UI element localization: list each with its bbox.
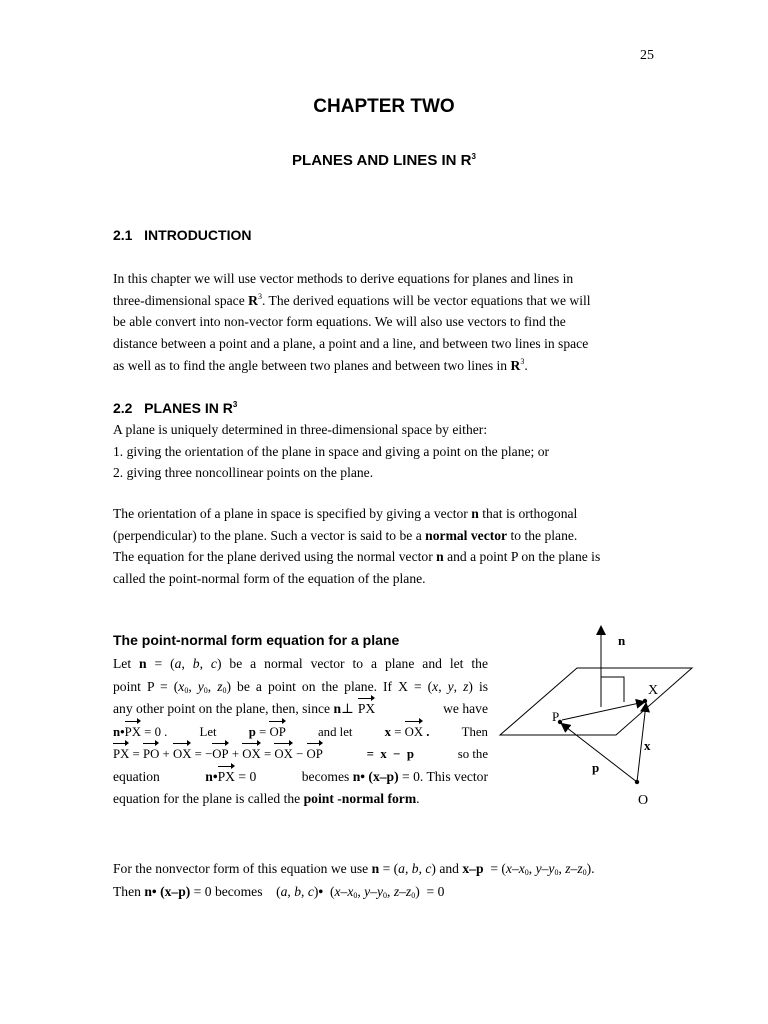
intro-line [113, 290, 655, 312]
italic-var: x–x [334, 884, 354, 899]
text-span: = 0 . [140, 724, 168, 739]
text-span: . [423, 724, 430, 739]
section-title: INTRODUCTION [144, 227, 252, 243]
text-span: ( [323, 884, 335, 899]
pn-line [113, 653, 488, 676]
right-angle-marker [601, 677, 624, 702]
subscript: 0 [524, 868, 529, 877]
bold-n: n [371, 861, 380, 876]
chapter-title: CHAPTER TWO [313, 96, 455, 117]
bold-n: n [333, 701, 342, 716]
subsection-heading: The point-normal form equation for a plane [113, 632, 400, 648]
italic-var: a [174, 656, 182, 671]
nonvector-paragraph [113, 857, 655, 903]
italic-var: x [178, 678, 185, 694]
page-number: 25 [640, 48, 654, 63]
subscript: 0 [222, 685, 227, 695]
plane-shape [500, 668, 692, 735]
text-span: , [188, 678, 198, 694]
bold-expression: (x–p) [365, 768, 399, 784]
text-span: (perpendicular) to the plane. Such a vector is said to be a [113, 527, 426, 543]
text-span: = 0 [235, 768, 257, 784]
section-heading-planes [113, 400, 237, 416]
label-p-vector: p [592, 760, 600, 775]
dot-symbol: • [318, 884, 324, 899]
text-span: = 0. This vector [398, 768, 488, 784]
label-x-point: X [648, 683, 659, 698]
planes-line: 2. giving three noncollinear points on the plane. [113, 465, 374, 481]
label-p-point: P [552, 709, 560, 724]
dot-symbol: • [120, 724, 125, 739]
vector-ox: OX [173, 743, 191, 766]
vector-px: PX [125, 721, 141, 744]
text-span: , [387, 884, 394, 899]
text-span: ). [586, 861, 595, 876]
text-span: = [129, 747, 143, 761]
orientation-line [113, 525, 655, 547]
label-n: n [618, 633, 626, 648]
text-span: . [524, 357, 528, 373]
vector-op: OP [212, 743, 228, 766]
subscript: 0 [383, 891, 388, 900]
text-span: equation for the plane is called the [113, 791, 304, 806]
italic-var: b [192, 656, 200, 671]
bold-n: n [144, 884, 152, 899]
text-span: , [301, 884, 308, 899]
pn-line [113, 698, 488, 721]
text-span: so the [457, 747, 488, 761]
text-span: ) [313, 884, 319, 899]
dot-symbol: • [151, 884, 157, 899]
nonvector-line [113, 880, 655, 903]
vector-px: PX [113, 743, 129, 766]
vector-po: PO [143, 743, 159, 766]
text-span: = ( [379, 861, 399, 876]
text-group [385, 721, 430, 744]
text-span: , [207, 678, 218, 694]
bold-n: n [139, 656, 147, 671]
italic-var: c [307, 884, 314, 899]
text-span: ) is [468, 678, 489, 694]
vector-op: OP [307, 743, 323, 766]
text-span: , [287, 884, 295, 899]
text-span: , [453, 678, 464, 694]
text-group [249, 721, 286, 744]
italic-var: a [398, 861, 405, 876]
pn-line [113, 676, 488, 699]
bold-r: R [510, 357, 521, 373]
italic-var: z–z [393, 884, 412, 899]
vector-px: PX [218, 766, 235, 789]
text-span: + [228, 747, 243, 761]
bold-expression: (x–p) [156, 884, 191, 899]
bold-term: normal vector [425, 527, 508, 543]
italic-var: x [432, 678, 439, 694]
planes-line: 1. giving the orientation of the plane in space and giving a point on the plane; or [113, 443, 550, 459]
subscript: 0 [411, 891, 416, 900]
italic-var: a [280, 884, 288, 899]
text-span: . [416, 791, 420, 806]
bold-x: x [384, 724, 391, 739]
text-group [113, 698, 375, 721]
orientation-line [113, 503, 655, 525]
text-span: ) be a normal vector to a plane and let the [216, 656, 488, 671]
text-span: Let [199, 724, 217, 739]
text-span: = − [191, 747, 213, 761]
text-span: , [404, 861, 412, 876]
text-span: − [292, 747, 307, 761]
italic-var: y–y [364, 884, 384, 899]
subscript: 0 [184, 685, 189, 695]
italic-var: x–x [505, 861, 525, 876]
superscript: 3 [232, 400, 238, 409]
text-span: Then [461, 724, 488, 739]
pn-line [113, 766, 488, 789]
chapter-subtitle-text: PLANES AND LINES IN R [292, 152, 472, 169]
label-o-point: O [638, 793, 649, 808]
vector-px: PX [358, 698, 375, 721]
subscript: 0 [554, 868, 559, 877]
text-span: + [159, 747, 173, 761]
chapter-subtitle-sup: 3 [471, 152, 476, 161]
text-span: as well as to find the angle between two planes and between two lines in [113, 357, 511, 373]
bold-expression: x–p [462, 861, 484, 876]
text-span: = ( [483, 861, 506, 876]
bold-term: point -normal form [303, 791, 417, 806]
text-span: , [528, 861, 536, 876]
bold-n: n [113, 724, 121, 739]
text-span: , [438, 678, 448, 694]
text-span: , [357, 884, 365, 899]
text-span: , [199, 656, 211, 671]
vector-ox: OX [274, 743, 292, 766]
text-span: The orientation of a plane in space is specified by giving a vector [113, 506, 472, 521]
nonvector-line [113, 857, 655, 880]
text-span: = ( [146, 656, 175, 671]
subscript: 0 [203, 685, 208, 695]
text-span: ) be a point on the plane. If X = ( [226, 678, 433, 694]
italic-var: z [463, 678, 469, 694]
italic-var: z–z [565, 861, 583, 876]
dot-symbol: • [360, 768, 366, 784]
text-span: For the nonvector form of this equation we use [113, 861, 372, 876]
point-normal-paragraph [113, 653, 488, 811]
pn-line [113, 788, 488, 811]
superscript: 3 [520, 356, 525, 366]
intro-paragraph [113, 268, 655, 377]
label-x-vector: x [644, 738, 651, 753]
text-span: . The derived equations will be vector equations that we will [261, 292, 591, 308]
bold-n: n [205, 768, 213, 784]
text-span: , [558, 861, 566, 876]
text-span: Let [113, 656, 140, 671]
planes-paragraph [113, 419, 655, 484]
text-span: = 0 becomes ( [190, 884, 281, 899]
text-span: , [181, 656, 193, 671]
intro-line: distance between a point and a plane, a point and a line, and between two lines in space [113, 336, 589, 352]
text-span: , [418, 861, 426, 876]
text-span: any other point on the plane, then, since [113, 701, 334, 716]
orientation-line: called the point-normal form of the equation of the plane. [113, 571, 426, 587]
section-heading-introduction [113, 227, 251, 243]
bold-r: R [248, 292, 258, 308]
italic-var: y [447, 678, 454, 694]
text-span: point P = ( [113, 678, 179, 694]
plane-diagram [496, 614, 696, 814]
text-span: becomes [301, 768, 353, 784]
text-span: three-dimensional space [113, 292, 249, 308]
bold-n: n [471, 506, 479, 521]
subscript: 0 [582, 868, 587, 877]
pn-line [113, 721, 488, 744]
text-span: = [260, 747, 275, 761]
vector-ox: OX [405, 721, 423, 744]
italic-var: c [210, 656, 217, 671]
dot-symbol: • [212, 768, 218, 784]
pn-line [113, 743, 488, 766]
text-span: we have [443, 701, 488, 716]
bold-p: p [248, 724, 256, 739]
point-o [635, 780, 639, 784]
vector-ox: OX [242, 743, 260, 766]
text-span: that is orthogonal [478, 506, 578, 521]
section-title: PLANES IN R [144, 400, 233, 416]
chapter-subtitle [0, 152, 768, 169]
bold-n: n [436, 549, 444, 565]
italic-var: b [411, 861, 419, 876]
italic-var: y–y [535, 861, 555, 876]
text-group [113, 743, 323, 766]
bold-expression: = x − p [366, 747, 414, 761]
bold-n: n [352, 768, 361, 784]
planes-line: A plane is uniquely determined in three-dimensional space by either: [113, 422, 488, 437]
section-number: 2.1 [113, 227, 133, 243]
text-span: equation [113, 768, 160, 784]
text-span: Then [113, 884, 145, 899]
italic-var: c [425, 861, 432, 876]
perp-symbol: ⊥ [341, 701, 354, 716]
text-span: and a point P on the plane is [443, 549, 601, 565]
intro-line [113, 355, 655, 377]
italic-var: b [294, 884, 302, 899]
orientation-line [113, 546, 655, 568]
vector-op: OP [269, 721, 285, 744]
subscript: 0 [353, 891, 358, 900]
text-span: ) and [431, 861, 463, 876]
text-span: and let [317, 724, 353, 739]
op-vector [562, 724, 637, 782]
intro-line: In this chapter we will use vector methods to derive equations for planes and lines in [113, 271, 574, 286]
orientation-paragraph [113, 503, 655, 590]
italic-var: y [197, 678, 204, 694]
text-span: = [391, 724, 405, 739]
section-number: 2.2 [113, 400, 133, 416]
px-vector [562, 702, 644, 720]
text-span: to the plane. [507, 527, 578, 543]
intro-line: be able convert into non-vector form equations. We will also use vectors to find the [113, 314, 566, 330]
text-span: = [255, 724, 270, 739]
text-group [302, 766, 488, 789]
text-group [205, 766, 256, 789]
text-span: ) = 0 [415, 884, 445, 899]
text-span: The equation for the plane derived using the normal vector [113, 549, 437, 565]
italic-var: z [217, 678, 223, 694]
point-x [643, 699, 647, 703]
superscript: 3 [257, 291, 262, 301]
